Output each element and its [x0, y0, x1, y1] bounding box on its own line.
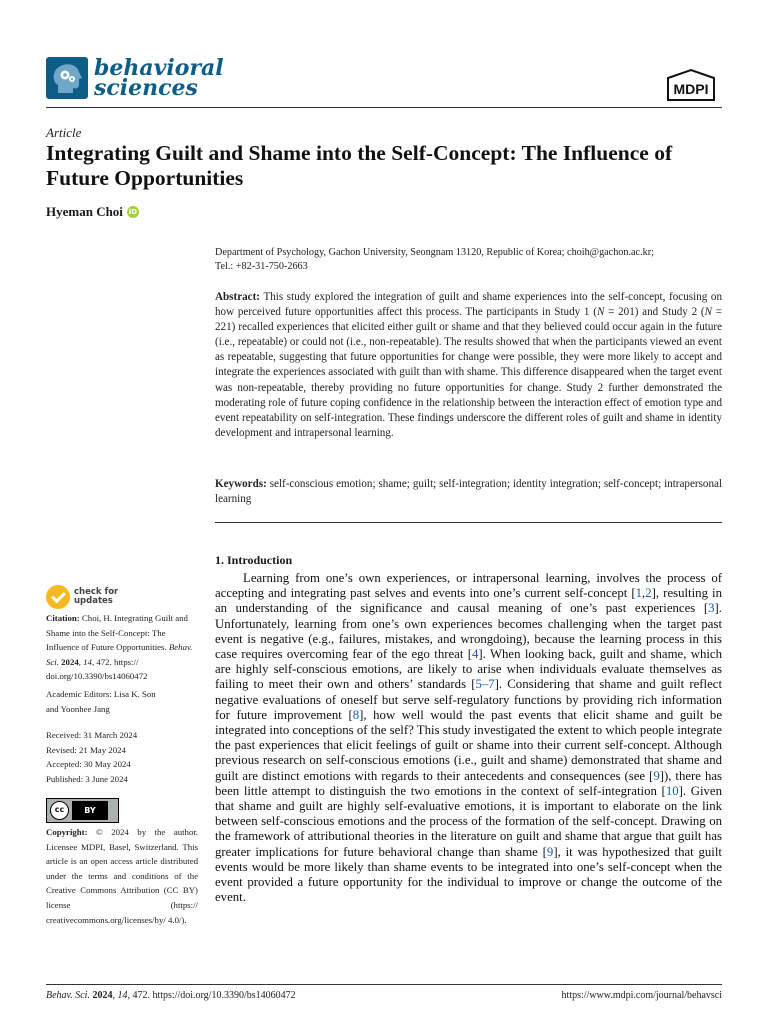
affiliation — [215, 246, 723, 274]
received-date: Received: 31 March 2024 — [46, 730, 138, 740]
copyright-text: © 2024 by the author. Licensee MDPI, Basel, Switzerland. This article is an open access article distributed under the terms and conditions of the Creative Commons Attribution (CC BY) license (https:// creativecommons.org/licenses/by/ 4.0/). — [46, 827, 199, 925]
intro-text: ]. Unfortunately, learning from one’s own experiences becomes challenging when the target past event is negative (e.g., failures, mistakes, and wrongdoing), because the learning process in this case requires overcoming fear of the ego threat [ — [215, 601, 722, 662]
dates-block — [46, 728, 198, 786]
abstract-text: = 221) recalled experiences that elicited either guilt or shame and that they believed could occur again in the future (i.e., repeatable) or could not (i.e., non-repeatable). The results showed that when the participants viewed an event as repeatable, suggesting that future opportunities for change were possible, they were more likely to accept and integrate the experiences associated with guilt than with shame. This difference disappeared when the target event was non-repeatable, thereby providing no future opportunities for change. Study 2 further demonstrated the moderating role of future coping confidence in the relationship between the interaction effect of emotion type and event repeatability on self-integration. These findings underscore the different roles of guilt and shame in identity development and intrapersonal learning. — [215, 306, 723, 439]
intro-text: ]. When looking back, guilt and shame, which are highly self-conscious emotions, are likely to arise when individuals evaluate themselves as failing to meet their own and others’ standards [ — [215, 647, 722, 692]
editors-line1: Academic Editors: Lisa K. Son — [46, 689, 156, 699]
check-updates-label — [74, 588, 118, 606]
citation-block: Citation: Choi, H. Integrating Guilt and Shame into the Self-Concept: The Influence of Future Opportunities. Behav. Sci. 2024, 14, 472. https:// doi.org/10.3390/bs14060472 — [46, 613, 193, 682]
citation-label: Citation: — [46, 613, 80, 623]
journal-name-line1: behavioral — [94, 55, 224, 81]
head-gears-icon — [46, 57, 88, 99]
check-updates-icon — [46, 585, 70, 609]
journal-name — [94, 55, 224, 101]
footer-rule — [46, 984, 722, 985]
cc-icon: cc — [50, 801, 69, 820]
reference-link[interactable]: 9 — [546, 844, 554, 859]
citation-doi-link[interactable]: doi.org/10.3390/bs14060472 — [46, 671, 148, 682]
affiliation-line2: Tel.: +82-31-750-2663 — [215, 261, 308, 272]
citation-text: Choi, H. Integrating Guilt and Shame into the Self-Concept: The Influence of Future Opportunities. — [46, 613, 188, 653]
footer-journal-url[interactable]: https://www.mdpi.com/journal/behavsci — [561, 990, 722, 1001]
reference-link[interactable]: 4 — [471, 647, 479, 662]
keywords — [215, 477, 722, 507]
keywords-text: self-conscious emotion; shame; guilt; self-integration; identity integration; self-concept; intrapersonal learning — [215, 478, 722, 506]
introduction-paragraph: Learning from one’s own experiences, or intrapersonal learning, involves the process of accepting and integrating past selves and events into one’s current self-concept [1,2], resulting in an understanding of the significance and causal meaning of one’s past experiences [3]. Unfortunately, learning from one’s own experiences becomes challenging when the target past event is negative (e.g., failures, mistakes, and wrongdoing), because the learning process in this case requires overcoming fear of the ego threat [4]. When looking back, guilt and shame, which are highly self-conscious emotions, are likely to arise when individuals evaluate themselves as failing to meet their own and others’ standards [5–7]. Considering that shame and guilt reflect negative evaluations of oneself but serve self-regulatory functions by providing rich information for future improvement [8], how well would the past events that elicit shame and guilt be integrated into conceptions of the self? This study investigated the extent to which people integrate the past experiences that elicit feelings of guilt or shame into their current self-concept. Although previous research on self-conscious emotions (i.e., guilt and shame) demonstrated that shame and guilt are distinct emotions with regards to their antecedents and consequences (see [9]), there has been little attempt to distinguish the two emotions in the context of self-integration [10]. Given that shame and guilt are highly self-evaluative emotions, it is important to elaborate on the link between self-conscious emotions and the process of the formation of the self-concept. Drawing on the framework of attributional theories in the literature on guilt and shame that argue that guilt has greater implications for future behavioral change than shame [9], it was hypothesized that guilt events would be more likely than shame events to be integrated into one’s self-concept when the event provided a future opportunity for the individual to improve or change the outcome of the event. — [215, 571, 723, 905]
abstract-text: = 201) and Study 2 ( — [604, 306, 705, 319]
intro-text: ]. Given that shame and guilt are highly self-evaluative emotions, it is important to elaborate on the link between self-conscious emotions and the process of the formation of the self-concept. Drawing on the framework of attributional theories in the literature on guilt and shame that argue that guilt has greater implications for future behavioral change than shame [ — [215, 783, 723, 859]
intro-text: ]), there has been little attempt to distinguish the two emotions in the context of self-integration [ — [215, 768, 722, 798]
publisher-text: MDPI — [673, 81, 709, 97]
copyright-label: Copyright: — [46, 827, 88, 837]
footer-doi[interactable]: , 472. https://doi.org/10.3390/bs14060472 — [127, 990, 296, 1001]
by-icon: BY — [72, 801, 108, 820]
abstract-n-var: N — [704, 306, 712, 319]
affiliation-line1: Department of Psychology, Gachon University, Seongnam 13120, Republic of Korea; choih@gachon.ac.kr; — [215, 247, 654, 258]
footer-citation: Behav. Sci. 2024, 14, 472. https://doi.org/10.3390/bs14060472 — [46, 990, 296, 1001]
section-rule — [215, 522, 722, 523]
author-name[interactable]: Hyeman Choi — [46, 204, 123, 219]
copyright-block — [46, 825, 198, 927]
check-updates-line1: check for — [74, 587, 119, 597]
reference-link[interactable]: 8 — [352, 707, 360, 722]
reference-link[interactable]: 1 — [635, 586, 643, 601]
article-title: Integrating Guilt and Shame into the Self-Concept: The Influence of Future Opportunities — [46, 141, 673, 190]
check-updates-line2: updates — [74, 596, 113, 606]
accepted-date: Accepted: 30 May 2024 — [46, 759, 131, 770]
reference-link[interactable]: 3 — [708, 601, 715, 616]
intro-text: ], resulting in an understanding of the significance and causal meaning of one’s past experiences [ — [215, 586, 722, 616]
intro-text: ], it was hypothesized that guilt events would be more likely than shame events to be integrated into one’s self-concept when the event provided a future opportunity for the individual to improve or change the outcome of the event. — [215, 844, 722, 905]
citation-journal: Behav. Sci. — [46, 642, 193, 667]
section-heading-introduction: 1. Introduction — [215, 553, 293, 567]
intro-text: Learning from one’s own experiences, or intrapersonal learning, involves the process of accepting and integrating past selves and events into one’s current self-concept [ — [215, 571, 722, 601]
abstract-n-var: N — [596, 306, 605, 319]
citation-pages: , 472. https:// — [91, 656, 139, 667]
keywords-label: Keywords: — [215, 478, 267, 490]
reference-link[interactable]: 10 — [665, 783, 679, 798]
intro-text: ], how well would the past events that elicit shame and guilt be integrated into conceptions of the self? This study investigated the extent to which people integrate the past experiences that elicit feelings of guilt or shame into their current self-concept. Although previous research on self-conscious emotions (i.e., guilt and shame) demonstrated that shame and guilt are distinct emotions with regards to their antecedents and consequences (see [ — [215, 707, 722, 783]
editors-line2: and Yoonhee Jang — [46, 703, 110, 714]
footer-volume: 14 — [117, 990, 128, 1001]
journal-logo — [46, 57, 224, 99]
header-rule — [46, 107, 722, 108]
abstract-text: This study explored the integration of guilt and shame experiences into the self-concept, focusing on how perceived future opportunities affect this process. The participants in Study 1 ( — [215, 291, 722, 319]
academic-editors — [46, 687, 198, 716]
author-line — [46, 204, 139, 220]
citation-year: 2024 — [61, 656, 79, 667]
check-for-updates-button[interactable] — [46, 585, 118, 609]
journal-name-line2: sciences — [94, 75, 198, 101]
reference-link[interactable]: 9 — [653, 768, 660, 783]
reference-link[interactable]: 5–7 — [475, 677, 495, 692]
citation-volume: 14 — [83, 656, 92, 667]
mdpi-logo — [664, 68, 718, 102]
published-date: Published: 3 June 2024 — [46, 773, 128, 784]
orcid-icon[interactable]: iD — [128, 208, 138, 216]
footer-journal: Behav. Sci. — [46, 990, 90, 1001]
abstract-label: Abstract: — [215, 291, 260, 303]
footer-year: 2024 — [92, 990, 113, 1001]
article-type: Article — [46, 125, 82, 140]
abstract — [215, 290, 722, 441]
intro-text: ]. Considering that shame and guilt reflect negative evaluations of oneself but serve self-regulatory functions by providing rich information for future improvement [ — [215, 677, 723, 722]
reference-link[interactable]: 2 — [645, 586, 652, 601]
revised-date: Revised: 21 May 2024 — [46, 744, 126, 755]
cc-by-license-badge[interactable] — [46, 798, 119, 823]
